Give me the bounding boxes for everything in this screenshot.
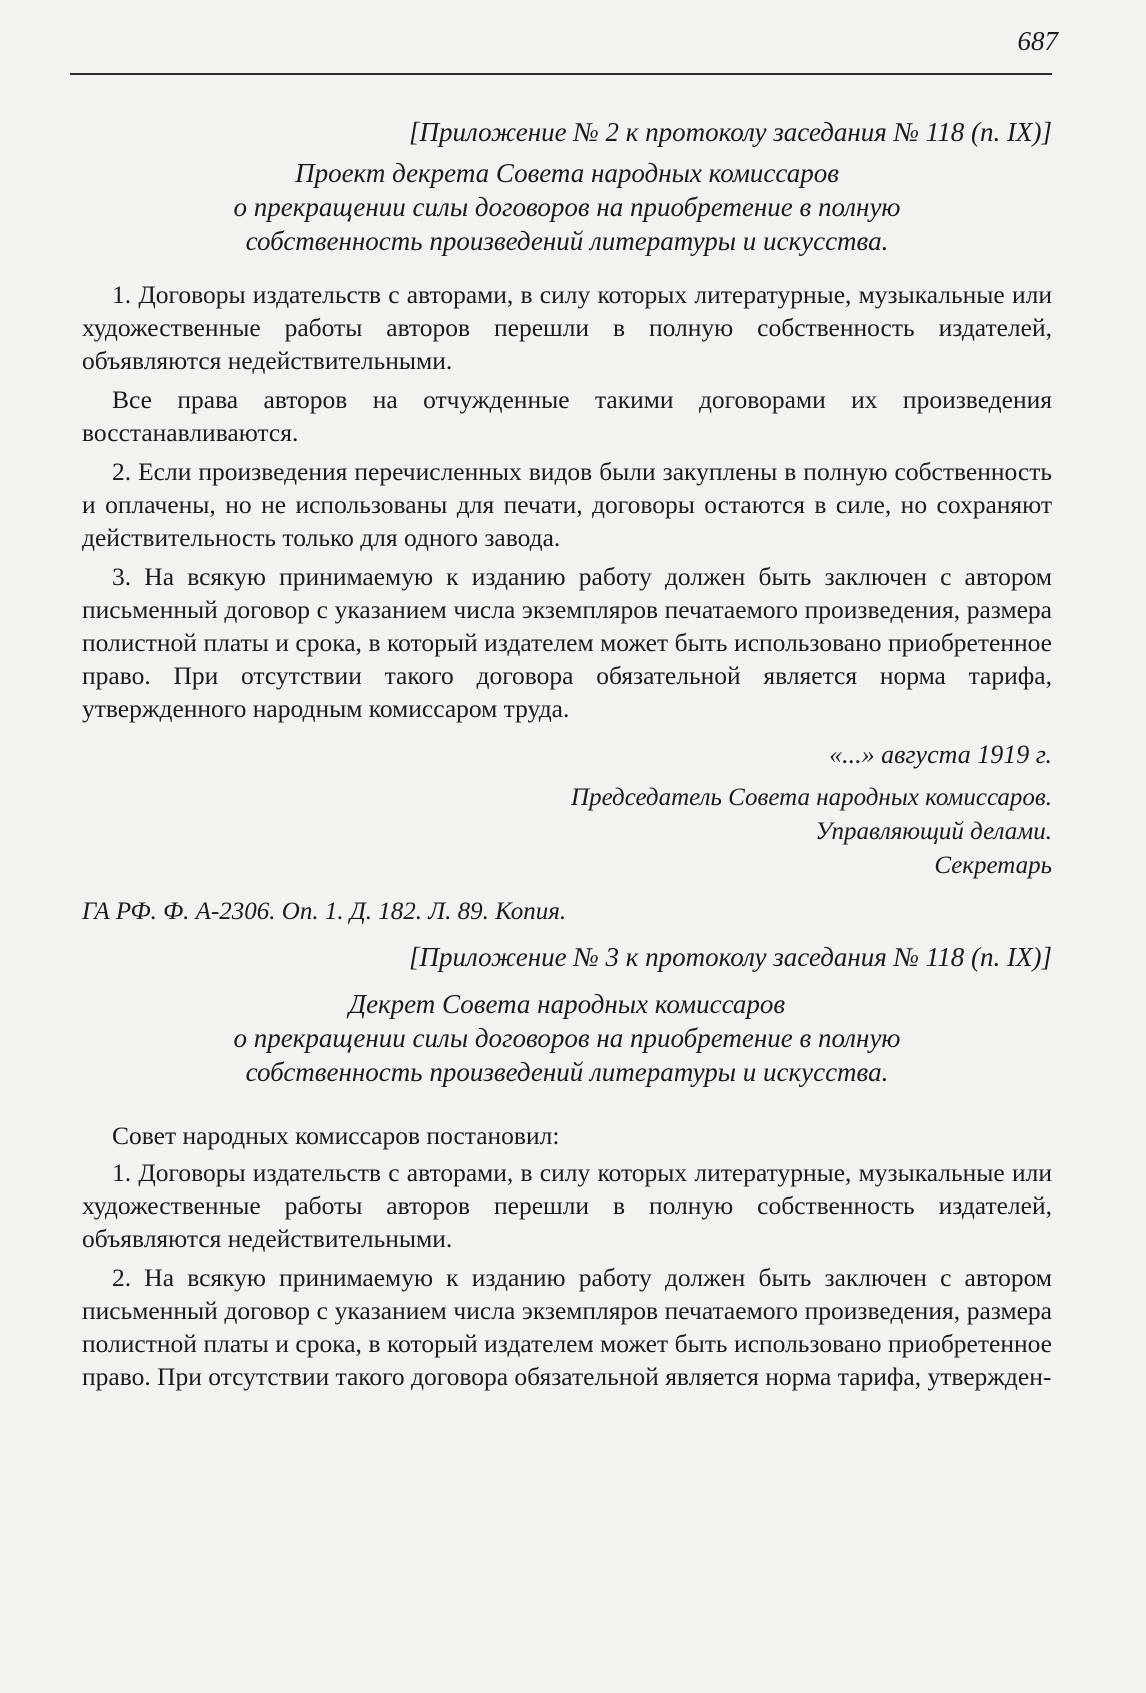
signature-chairman: Председатель Совета народных комиссаров. xyxy=(571,784,1052,811)
appendix-2-title xyxy=(82,156,1052,258)
archive-source: ГА РФ. Ф. А-2306. Оп. 1. Д. 182. Л. 89. Копия. xyxy=(82,898,567,925)
appendix-2-paragraph-3: 2. Если произведения перечисленных видов были закуплены в полную собственность и оплачены, но не использованы для печати, договоры остаются в силе, но сохраняют действительность только для одного завода. xyxy=(82,457,1052,552)
appendix-2-paragraph-2: Все права авторов на отчужденные такими договорами их произведения восстанавливаются. xyxy=(82,385,1052,447)
page-number: 687 xyxy=(1017,26,1058,56)
appendix-3-paragraph-2: 1. Договоры издательств с авторами, в силу которых литературные, музыкальные или художественные работы авторов перешли в полную собственность издателей, объявляются недействительными. xyxy=(82,1158,1052,1253)
appendix-2-title-line: Проект декрета Совета народных комиссаров xyxy=(295,158,839,188)
signature-secretary: Секретарь xyxy=(934,852,1052,879)
appendix-3-title-line: собственность произведений литературы и искусства. xyxy=(245,1057,889,1087)
appendix-2-heading: [Приложение № 2 к протоколу заседания № 118 (п. IX)] xyxy=(409,117,1052,147)
appendix-3-title xyxy=(82,987,1052,1089)
appendix-2-date: «...» августа 1919 г. xyxy=(829,740,1052,769)
appendix-3-heading: [Приложение № 3 к протоколу заседания № 118 (п. IX)] xyxy=(409,942,1052,972)
header-rule xyxy=(70,73,1052,75)
appendix-2-title-line: о прекращении силы договоров на приобретение в полную xyxy=(233,192,901,222)
page-content xyxy=(82,114,1052,1393)
appendix-2-paragraph-1: 1. Договоры издательств с авторами, в силу которых литературные, музыкальные или художественные работы авторов перешли в полную собственность издателей, объявляются недействительными. xyxy=(82,280,1052,375)
appendix-2-paragraph-4: 3. На всякую принимаемую к изданию работу должен быть заключен с автором письменный договор с указанием числа экземпляров печатаемого произведения, размера полистной платы и срока, в который издателем может быть использовано приобретенное право. При отсутствии такого договора обязательной является норма тарифа, утвержденного народным комиссаром труда. xyxy=(82,562,1052,723)
appendix-3-paragraph-3: 2. На всякую принимаемую к изданию работу должен быть заключен с автором письменный договор с указанием числа экземпляров печатаемого произведения, размера полистной платы и срока, в который издателем может быть использовано приобретенное право. При отсутствии такого договора обязательной является норма тарифа, утвержден- xyxy=(82,1263,1052,1391)
appendix-3-title-line: о прекращении силы договоров на приобретение в полную xyxy=(233,1023,901,1053)
appendix-3-title-line: Декрет Совета народных комиссаров xyxy=(348,989,786,1019)
appendix-2-title-line: собственность произведений литературы и искусства. xyxy=(245,226,889,256)
appendix-3-paragraph-1: Совет народных комиссаров постановил: xyxy=(112,1121,560,1150)
signature-manager: Управляющий делами. xyxy=(815,818,1052,845)
